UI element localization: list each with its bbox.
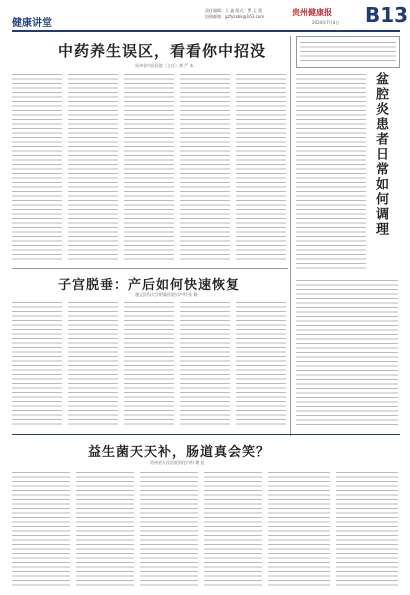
side-column	[296, 72, 366, 272]
article3-title: 益生菌天天补，肠道真会笑？	[88, 445, 271, 460]
newspaper-name: 贵州健康报	[292, 7, 332, 17]
email-line: 投稿邮箱：gzfyzxbk@163.com	[205, 14, 265, 19]
article3-column	[204, 470, 262, 588]
column-divider	[290, 36, 291, 436]
article1-column	[236, 72, 286, 262]
side-title: 盆腔炎患者日常如何调理	[373, 72, 388, 237]
page-number: B13	[365, 3, 409, 27]
header-rule	[12, 30, 400, 32]
article-divider	[12, 434, 400, 435]
article1-column	[68, 72, 118, 262]
article2-column	[180, 300, 230, 428]
article2-column	[124, 300, 174, 428]
article2-column	[68, 300, 118, 428]
article1-title: 中药养生误区，看看你中招没	[58, 42, 267, 60]
side-intro-box	[296, 36, 400, 68]
masthead-meta	[205, 8, 264, 20]
article2-byline: 遵义医科大学附属医院妇产科 张 颖	[135, 292, 198, 297]
article2-column	[12, 300, 62, 428]
article3-byline: 贵州省人民医院消化内科 谢 佳	[150, 460, 205, 465]
article3-column	[76, 470, 134, 588]
editor-line: 责任编辑：王 鑫 版式：罗 玉 霞	[205, 8, 263, 13]
issue-date: 2024年7月4日	[312, 20, 340, 25]
article3-column	[12, 470, 70, 588]
side-intro-text	[300, 40, 396, 64]
article1-column	[180, 72, 230, 262]
article3-column	[140, 470, 198, 588]
article1-byline: 贵州省中医医院（主任）龚 严 本	[135, 63, 194, 68]
article2-title: 子宫脱垂：产后如何快速恢复	[58, 278, 241, 293]
article-divider	[12, 268, 288, 269]
side-column	[296, 278, 398, 428]
article3-column	[336, 470, 398, 588]
article1-column	[124, 72, 174, 262]
article1-column	[12, 72, 62, 262]
article2-column	[236, 300, 286, 428]
article3-column	[268, 470, 330, 588]
section-title: 健康讲堂	[12, 18, 52, 29]
